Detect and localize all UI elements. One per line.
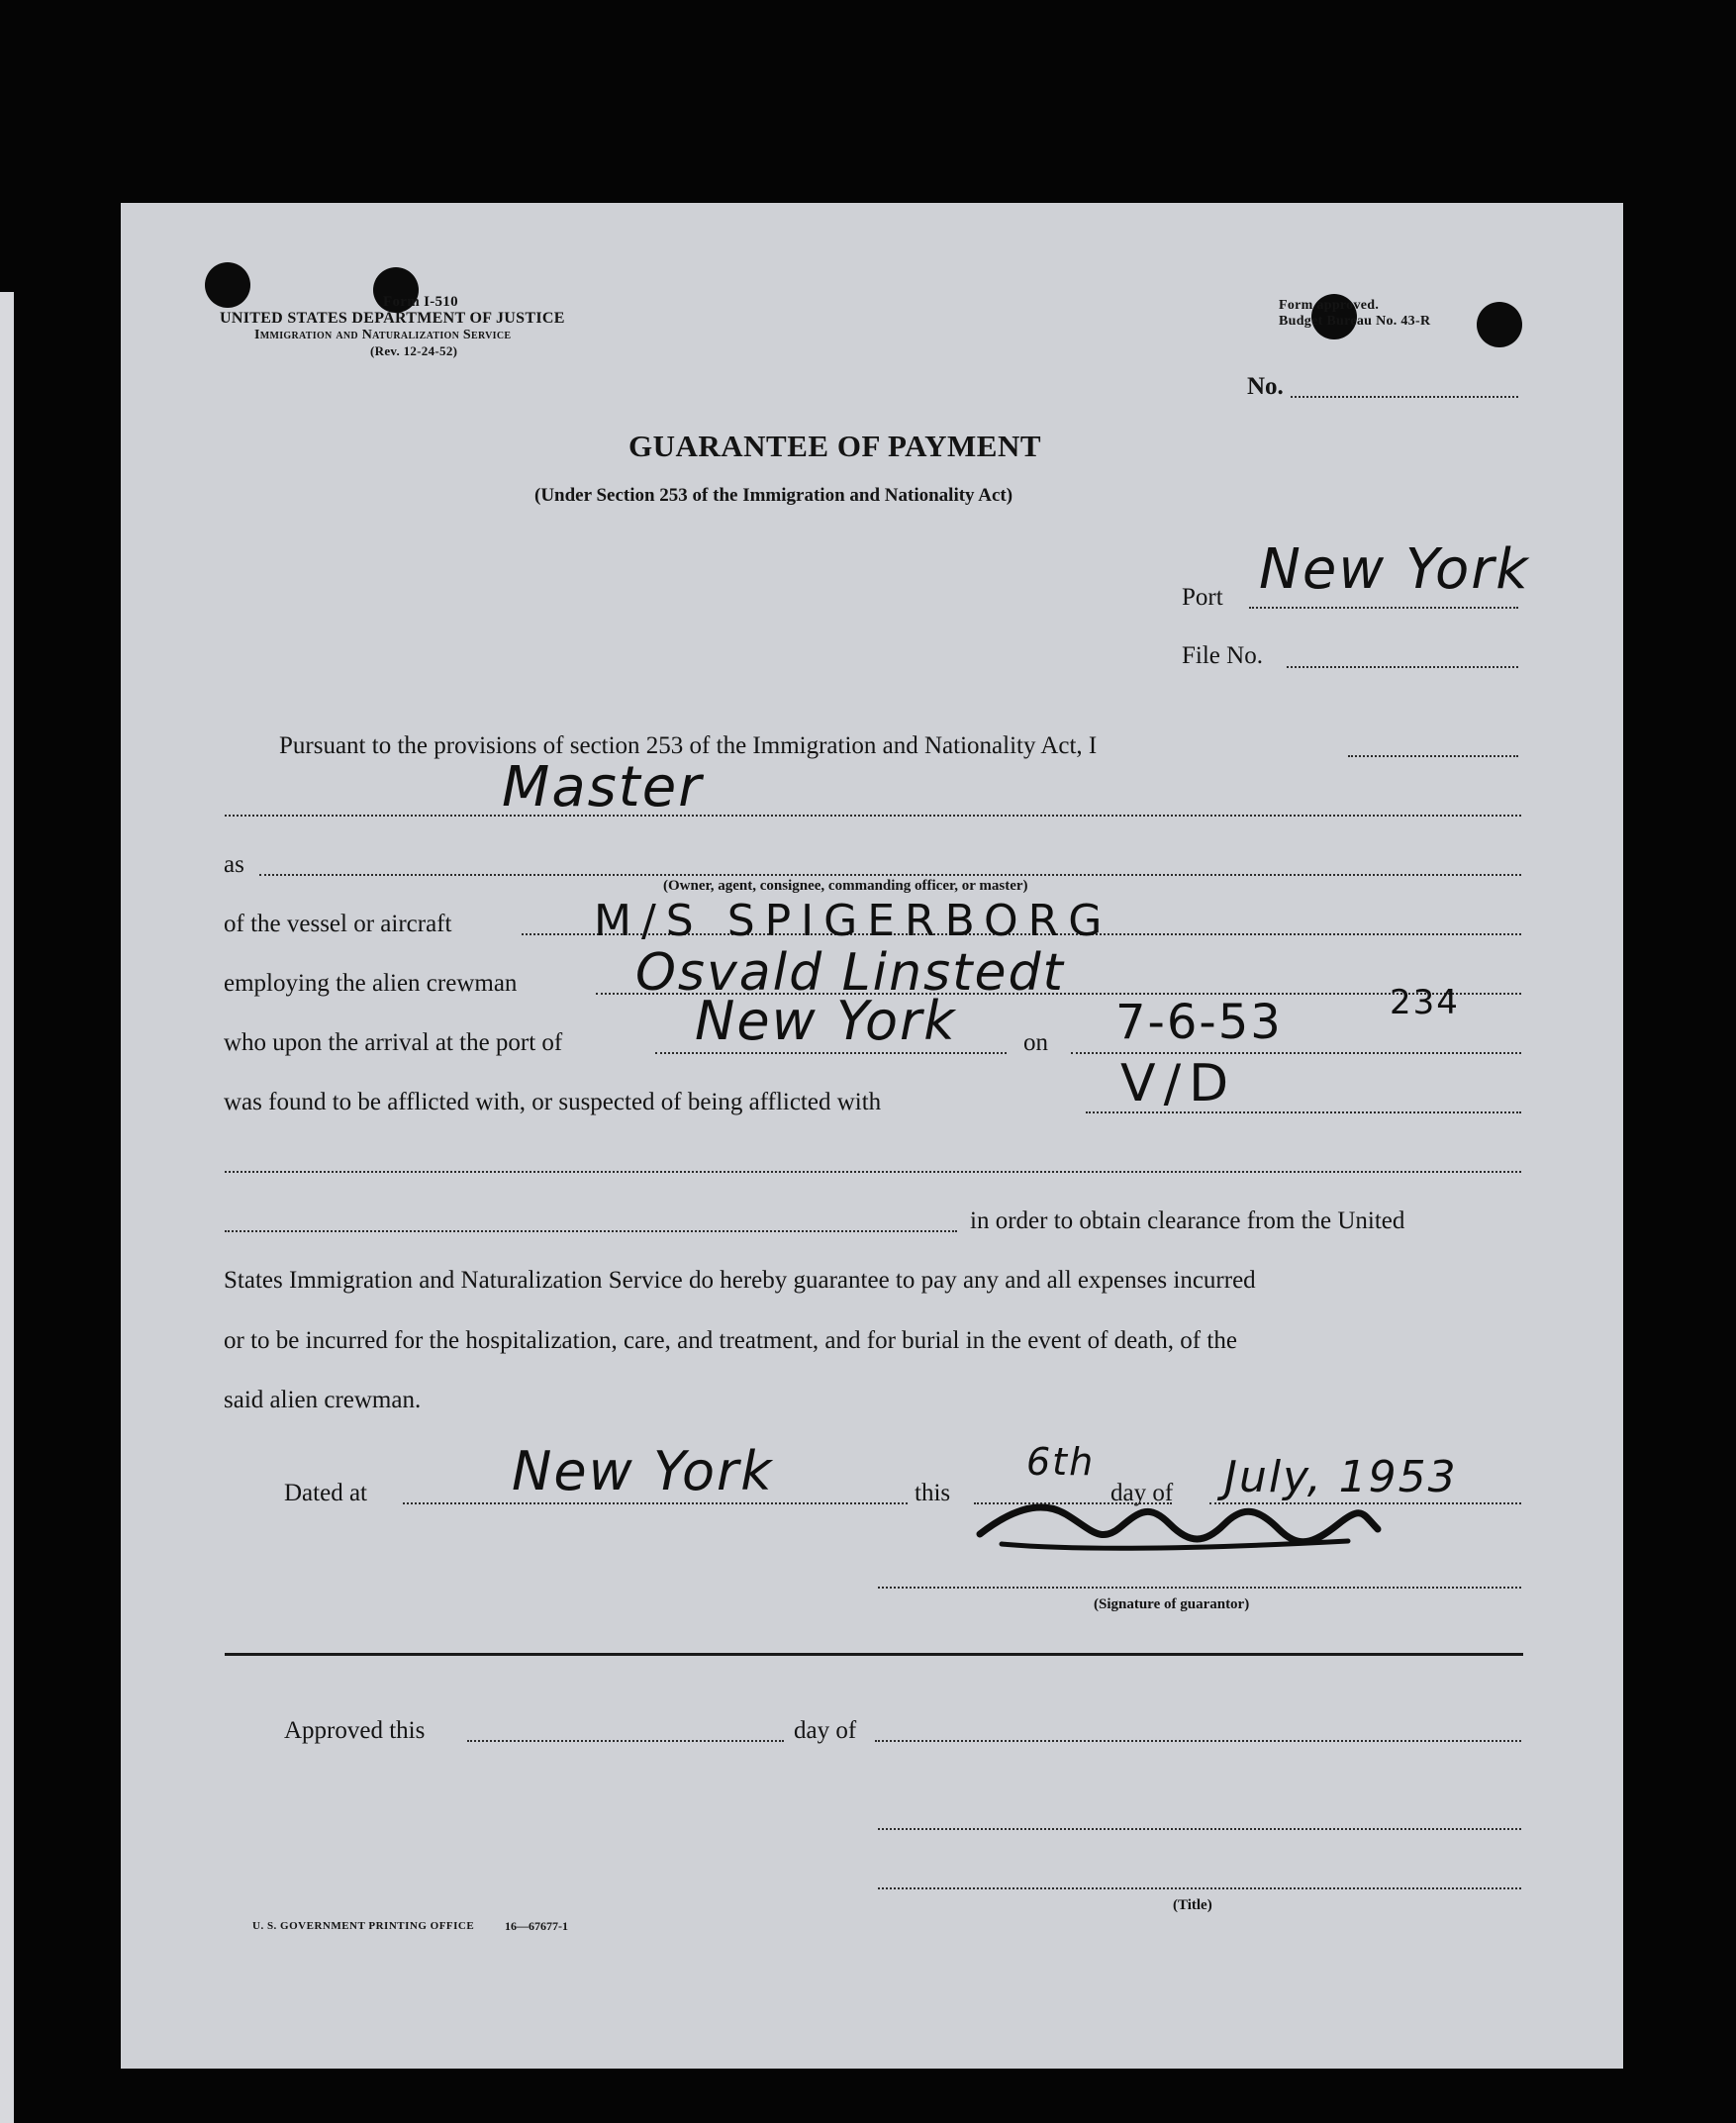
as-label: as [224,851,244,878]
port-label: Port [1182,584,1223,611]
approval-line-2: Budget Bureau No. 43-R [1279,314,1431,329]
dated-month-year-value: July, 1953 [1224,1452,1458,1502]
guarantor-signature [972,1490,1388,1569]
paragraph-line-2: States Immigration and Naturalization Service do hereby guarantee to pay any and all expenses incurred [224,1267,1256,1294]
approver-signature-line [878,1828,1521,1830]
approved-month-line [875,1740,1521,1742]
dated-place-line [403,1502,908,1504]
service-name: Immigration and Naturalization Service [254,328,512,342]
title-label: (Title) [1173,1897,1212,1913]
file-no-line [1287,666,1518,668]
port-value: New York [1259,537,1530,602]
approver-title-line [878,1887,1521,1889]
file-no-label: File No. [1182,642,1263,669]
crewman-label: employing the alien crewman [224,970,518,997]
approved-day-of-label: day of [794,1717,857,1744]
dated-day-value: 6th [1026,1440,1096,1484]
condition-line [225,1171,1521,1173]
condition-line-2 [225,1230,957,1232]
approved-day-line [467,1740,784,1742]
arrival-port-line [655,1052,1007,1054]
as-line [259,874,1521,876]
on-label: on [1023,1029,1048,1056]
crewman-value: Osvald Linstedt [635,943,1065,1003]
this-label: this [915,1480,951,1506]
vessel-value: M/S SPIGERBORG [594,896,1112,946]
signature-label: (Signature of guarantor) [1094,1596,1250,1612]
as-hint: (Owner, agent, consignee, commanding officer, or master) [663,878,1028,894]
form-number: Form I-510 [383,294,458,310]
vessel-label: of the vessel or aircraft [224,911,452,937]
dated-place-value: New York [512,1440,774,1502]
adjacent-page-edge [0,292,14,2123]
form-title: GUARANTEE OF PAYMENT [628,429,1042,463]
day-of-label: day of [1110,1480,1174,1506]
signature-line [878,1587,1521,1589]
section-divider [225,1653,1523,1656]
paragraph-line-4: said alien crewman. [224,1387,422,1413]
approval-line-1: Form approved. [1279,298,1380,313]
afflicted-value: V/D [1120,1054,1237,1113]
punch-hole [1477,302,1522,347]
intro-text: Pursuant to the provisions of section 253 of the Immigration and Nationality Act, I [279,732,1098,759]
form-page [121,203,1623,2069]
paragraph-line-3: or to be incurred for the hospitalization, care, and treatment, and for burial in the event of death, of the [224,1327,1237,1354]
approved-label: Approved this [284,1717,426,1744]
printer-imprint: U. S. GOVERNMENT PRINTING OFFICE [252,1920,475,1932]
port-line [1249,607,1518,609]
no-label: No. [1247,373,1284,400]
department-name: UNITED STATES DEPARTMENT OF JUSTICE [220,310,565,327]
printer-code: 16—67677-1 [505,1919,568,1933]
afflicted-label: was found to be afflicted with, or suspected of being afflicted with [224,1089,882,1115]
arrival-port-value: New York [695,990,957,1052]
name-line [225,815,1521,817]
intro-line [1348,755,1518,757]
margin-note: 234 [1390,983,1460,1022]
clearance-text: in order to obtain clearance from the United [970,1207,1405,1234]
arrival-date-value: 7-6-53 [1115,995,1283,1050]
arrival-label: who upon the arrival at the port of [224,1029,563,1056]
punch-hole [205,262,250,308]
form-subtitle: (Under Section 253 of the Immigration and Nationality Act) [534,485,1013,506]
dated-label: Dated at [284,1480,367,1506]
form-revision: (Rev. 12-24-52) [370,343,458,358]
guarantor-capacity-value: Master [502,755,704,820]
no-field-line [1291,396,1518,398]
